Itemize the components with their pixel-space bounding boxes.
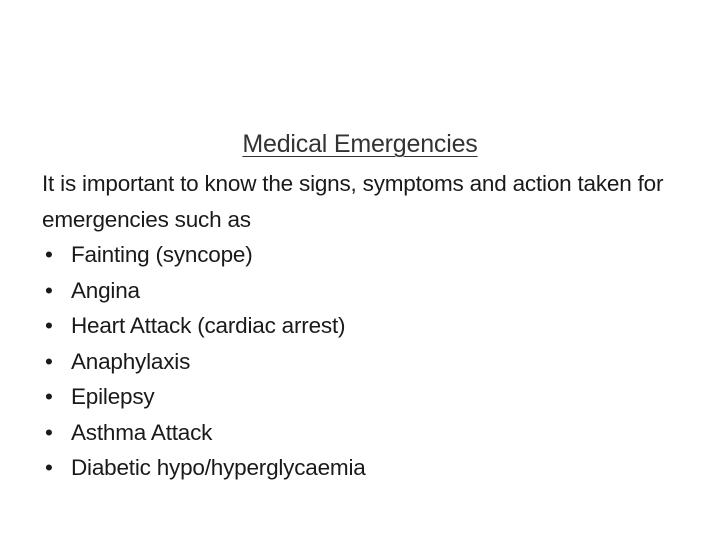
slide-body [42, 166, 702, 486]
list-item-label: Asthma Attack [71, 419, 213, 445]
bullet-icon: • [45, 242, 53, 267]
bullet-icon: • [45, 313, 53, 338]
list-item [42, 415, 702, 451]
bullet-icon: • [45, 384, 53, 409]
list-item-label: Anaphylaxis [71, 348, 191, 374]
list-item-label: Epilepsy [71, 384, 155, 409]
list-item [42, 308, 702, 344]
bullet-icon: • [45, 455, 53, 480]
list-item [42, 237, 702, 273]
list-item-label: Angina [71, 277, 140, 303]
list-item [42, 450, 702, 486]
list-item [42, 344, 702, 380]
emergency-list [42, 237, 702, 486]
list-item [42, 273, 702, 309]
list-item-label: Fainting (syncope) [71, 242, 253, 267]
list-item-label: Heart Attack (cardiac arrest) [71, 313, 346, 338]
bullet-icon: • [45, 277, 53, 303]
bullet-icon: • [45, 419, 53, 445]
bullet-icon: • [45, 348, 53, 374]
list-item-label: Diabetic hypo/hyperglycaemia [71, 455, 366, 480]
list-item [42, 379, 702, 415]
slide-title [0, 128, 720, 160]
intro-paragraph: It is important to know the signs, symptoms and action taken for emergencies such as [42, 171, 664, 232]
slide-title-text: Medical Emergencies [242, 130, 478, 158]
